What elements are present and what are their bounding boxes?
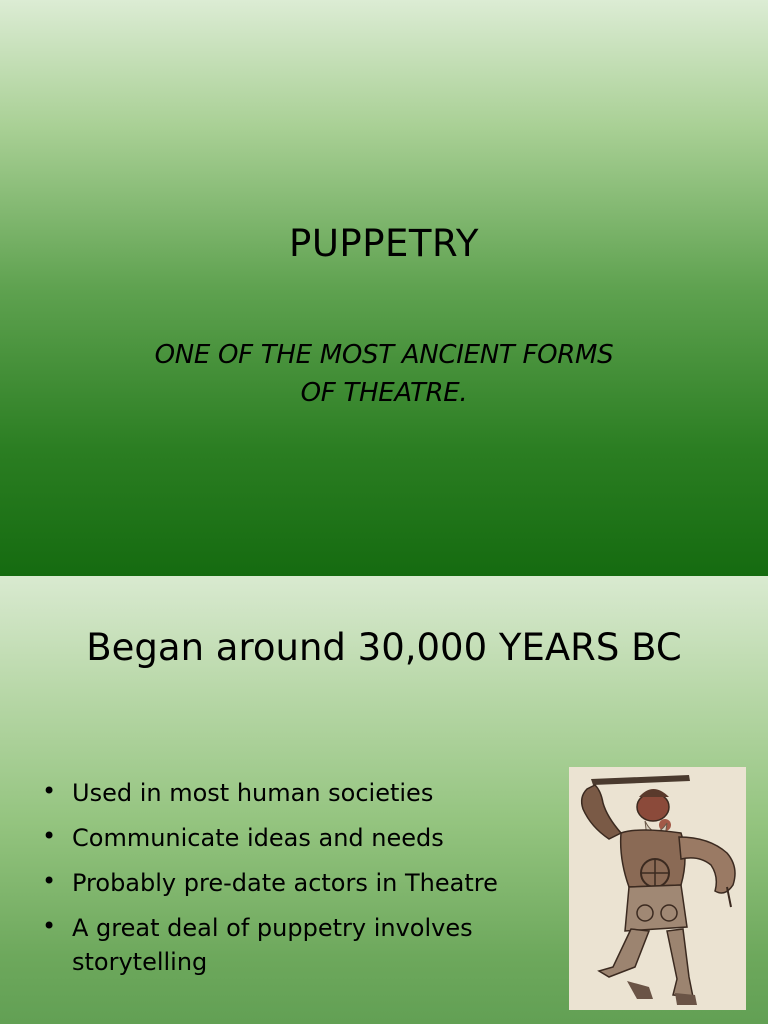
bullet-icon: •	[42, 867, 57, 895]
bullet-list	[40, 776, 540, 990]
bullet-text: A great deal of puppetry involves storytelling	[72, 914, 473, 976]
bullet-icon: •	[42, 822, 57, 850]
bullet-item	[40, 866, 540, 900]
bullet-text: Communicate ideas and needs	[72, 824, 444, 852]
bullet-item	[40, 776, 540, 810]
shadow-puppet-image	[569, 767, 746, 1010]
slide-subtitle	[84, 336, 684, 412]
content-slide	[0, 576, 768, 1024]
slide-title: PUPPETRY	[289, 222, 479, 265]
bullet-text: Used in most human societies	[72, 779, 434, 807]
bullet-item	[40, 821, 540, 855]
bullet-icon: •	[42, 777, 57, 805]
bullet-icon: •	[42, 912, 57, 940]
slide-heading: Began around 30,000 YEARS BC	[86, 626, 682, 669]
subtitle-line-1: ONE OF THE MOST ANCIENT FORMS	[154, 340, 614, 370]
shadow-puppet-icon	[569, 767, 746, 1010]
bullet-item	[40, 911, 540, 979]
bullet-text: Probably pre-date actors in Theatre	[72, 869, 498, 897]
subtitle-line-2: OF THEATRE.	[300, 378, 468, 408]
